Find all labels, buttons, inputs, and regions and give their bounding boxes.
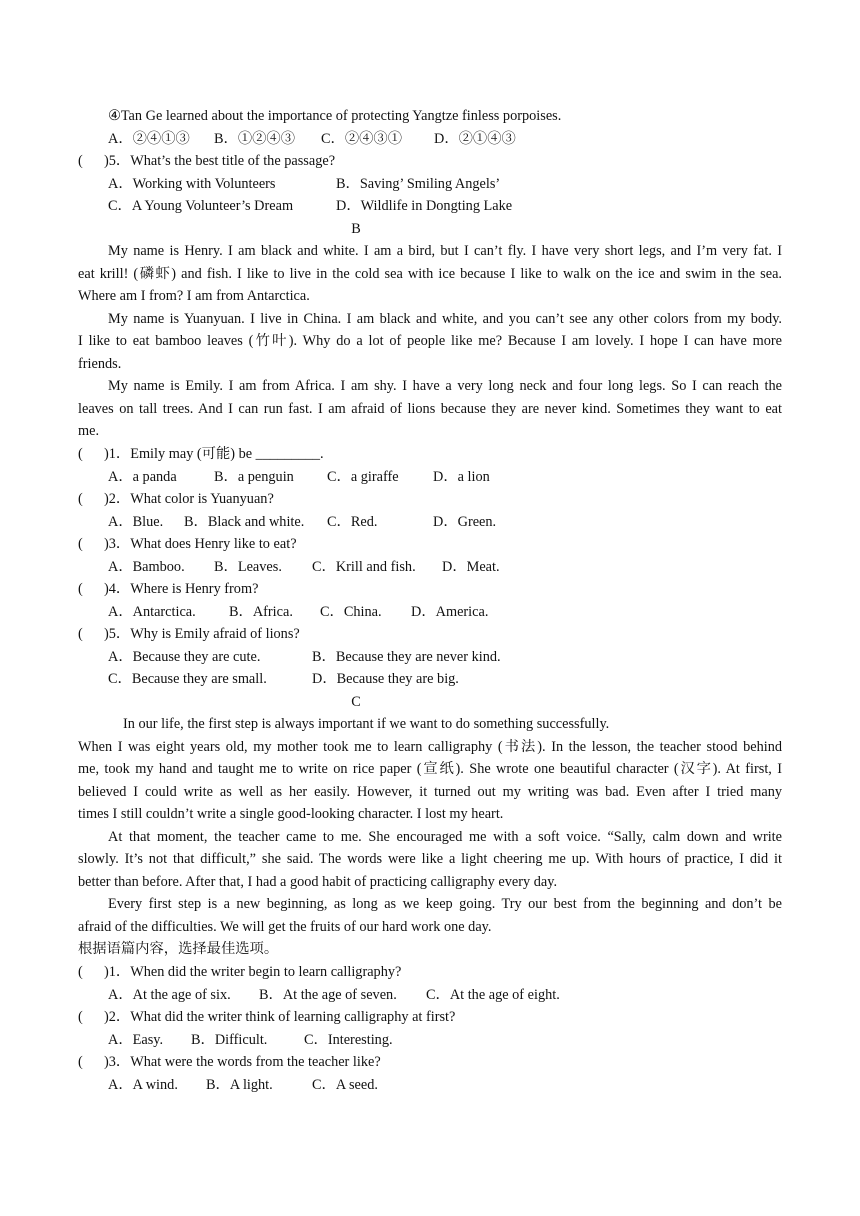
option-b: B．a penguin [214,469,294,485]
question-b5-options-row-1 [108,646,782,669]
option-b: B．At the age of seven. [259,987,397,1003]
question-b5-options-row-2 [108,668,782,691]
passage-b-p2-line2: I like to eat bamboo leaves (竹叶). Why do a lot of people like me? Because I am lovely. I hope I can have more [78,333,782,349]
option-b: B．Leaves. [214,559,282,575]
question-b3 [78,533,782,556]
answer-paren: ( [78,536,83,552]
answer-paren: ( [78,626,83,642]
question-stem: )1．Emily may (可能) be _________. [104,446,324,462]
passage-b-p1-line2: eat krill! (磷虾) and fish. I like to live in the cold sea with ice because I like to walk on the ice and swim in the sea. [78,266,782,282]
option-d: D．Meat. [442,559,500,575]
answer-paren: ( [78,1009,83,1025]
question-b5 [78,623,782,646]
option-c: C．a giraffe [327,469,399,485]
option-a: A．Because they are cute. [108,649,261,665]
answer-paren: ( [78,1054,83,1070]
passage-c-p3-line1: Every first step is a new beginning, as long as we keep going. Try our best from the beginning and don’t be [108,896,782,912]
question-stem: )2．What color is Yuanyuan? [104,491,274,507]
question-c1 [78,961,782,984]
option-a: A．At the age of six. [108,987,231,1003]
question-stem: )3．What were the words from the teacher like? [104,1054,381,1070]
option-c: C．Interesting. [304,1032,393,1048]
passage-b-p2-line3: friends. [78,356,122,372]
option-b: B．①②④③ [214,131,296,147]
option-b: B．Black and white. [184,514,305,530]
question-stem: )1．When did the writer begin to learn calligraphy? [104,964,402,980]
question-b4-options [108,601,782,624]
question-b2 [78,488,782,511]
question-b2-options [108,511,782,534]
question-c3-options [108,1074,782,1097]
option-b: B．Africa. [229,604,293,620]
q5-options-row-1 [108,173,782,196]
passage-c-p1-line3: believed I could write as well as her easily. However, it turned out my writing was bad. Even after I tried many [78,784,782,800]
option-d: D．Green. [433,514,497,530]
passage-c-p2-line1: At that moment, the teacher came to me. She encouraged me with a soft voice. “Sally, calm down and write [108,829,782,845]
passage-b-p3-line1: My name is Emily. I am from Africa. I am shy. I have a very long neck and four long legs. So I can reach the [108,378,782,394]
option-a: A．Working with Volunteers [108,176,276,192]
passage-b-p2-line1: My name is Yuanyuan. I live in China. I am black and white, and you can’t see any other colors from my body. [108,311,782,327]
option-a: A．Antarctica. [108,604,196,620]
answer-paren: ( [78,964,83,980]
q5-options-row-2 [108,195,782,218]
option-c: C．②④③① [321,131,403,147]
passage-b-p3-line2: leaves on tall trees. And I can run fast. I am afraid of lions because they are never kind. Sometimes they want to eat [78,401,782,417]
question-stem: )5．What’s the best title of the passage? [104,153,336,169]
option-a: A．Easy. [108,1032,164,1048]
option-a: A．A wind. [108,1077,178,1093]
option-d: D．②①④③ [434,131,516,147]
question-stem: )2．What did the writer think of learning calligraphy at first? [104,1009,456,1025]
sequence-item-4: ④Tan Ge learned about the importance of protecting Yangtze finless porpoises. [108,108,562,124]
passage-c-p2-line3: better than before. After that, I had a good habit of practicing calligraphy every day. [78,874,558,890]
option-d: D．America. [411,604,489,620]
option-c: C．Red. [327,514,378,530]
passage-b-p3-line3: me. [78,423,100,439]
option-c: C．A seed. [312,1077,378,1093]
option-a: A．②④①③ [108,131,190,147]
answer-paren: ( [78,446,83,462]
q4-options [108,128,782,151]
passage-c-intro: In our life, the first step is always important if we want to do something successfully. [123,716,610,732]
section-heading-b: B [351,221,361,237]
question-5 [78,150,782,173]
option-b: B．Because they are never kind. [312,649,501,665]
answer-paren: ( [78,491,83,507]
instruction: 根据语篇内容，选择最佳选项。 [78,941,279,957]
option-a: A．Blue. [108,514,164,530]
option-c: C．Krill and fish. [312,559,416,575]
passage-c-p3-line2: afraid of the difficulties. We will get the fruits of our hard work one day. [78,919,492,935]
option-b: B．A light. [206,1077,273,1093]
question-b4 [78,578,782,601]
question-c2-options [108,1029,782,1052]
passage-c-p2-line2: slowly. It’s not that difficult,” she said. The words were like a light cheering me up. With hours of practice, I did it [78,851,782,867]
option-d: D．a lion [433,469,490,485]
option-c: C．At the age of eight. [426,987,560,1003]
option-b: B．Difficult. [191,1032,268,1048]
question-stem: )5．Why is Emily afraid of lions? [104,626,300,642]
option-b: B．Saving’ Smiling Angels’ [336,176,501,192]
option-c: C．Because they are small. [108,671,267,687]
option-c: C．China. [320,604,382,620]
question-c3 [78,1051,782,1074]
question-b3-options [108,556,782,579]
question-stem: )3．What does Henry like to eat? [104,536,297,552]
section-heading-c: C [351,694,361,710]
passage-c-p1-line2: me, took my hand and taught me to write on rice paper (宣纸). She wrote one beautiful character (汉字). At first, I [78,761,782,777]
question-c2 [78,1006,782,1029]
passage-c-p1-line4: times I still couldn’t write a single good-looking character. I lost my heart. [78,806,504,822]
option-a: A．Bamboo. [108,559,185,575]
passage-c-p1-line1: When I was eight years old, my mother took me to learn calligraphy (书法). In the lesson, the teacher stood behind [78,739,782,755]
question-b1-options [108,466,782,489]
option-a: A．a panda [108,469,177,485]
option-d: D．Because they are big. [312,671,459,687]
question-stem: )4．Where is Henry from? [104,581,259,597]
passage-b-p1-line3: Where am I from? I am from Antarctica. [78,288,310,304]
option-c: C．A Young Volunteer’s Dream [108,198,294,214]
passage-b-p1-line1: My name is Henry. I am black and white. I am a bird, but I can’t fly. I have very short legs, and I’m very fat. I [108,243,782,259]
option-d: D．Wildlife in Dongting Lake [336,198,513,214]
answer-paren: ( [78,153,83,169]
answer-paren: ( [78,581,83,597]
question-b1 [78,443,782,466]
question-c1-options [108,984,782,1007]
